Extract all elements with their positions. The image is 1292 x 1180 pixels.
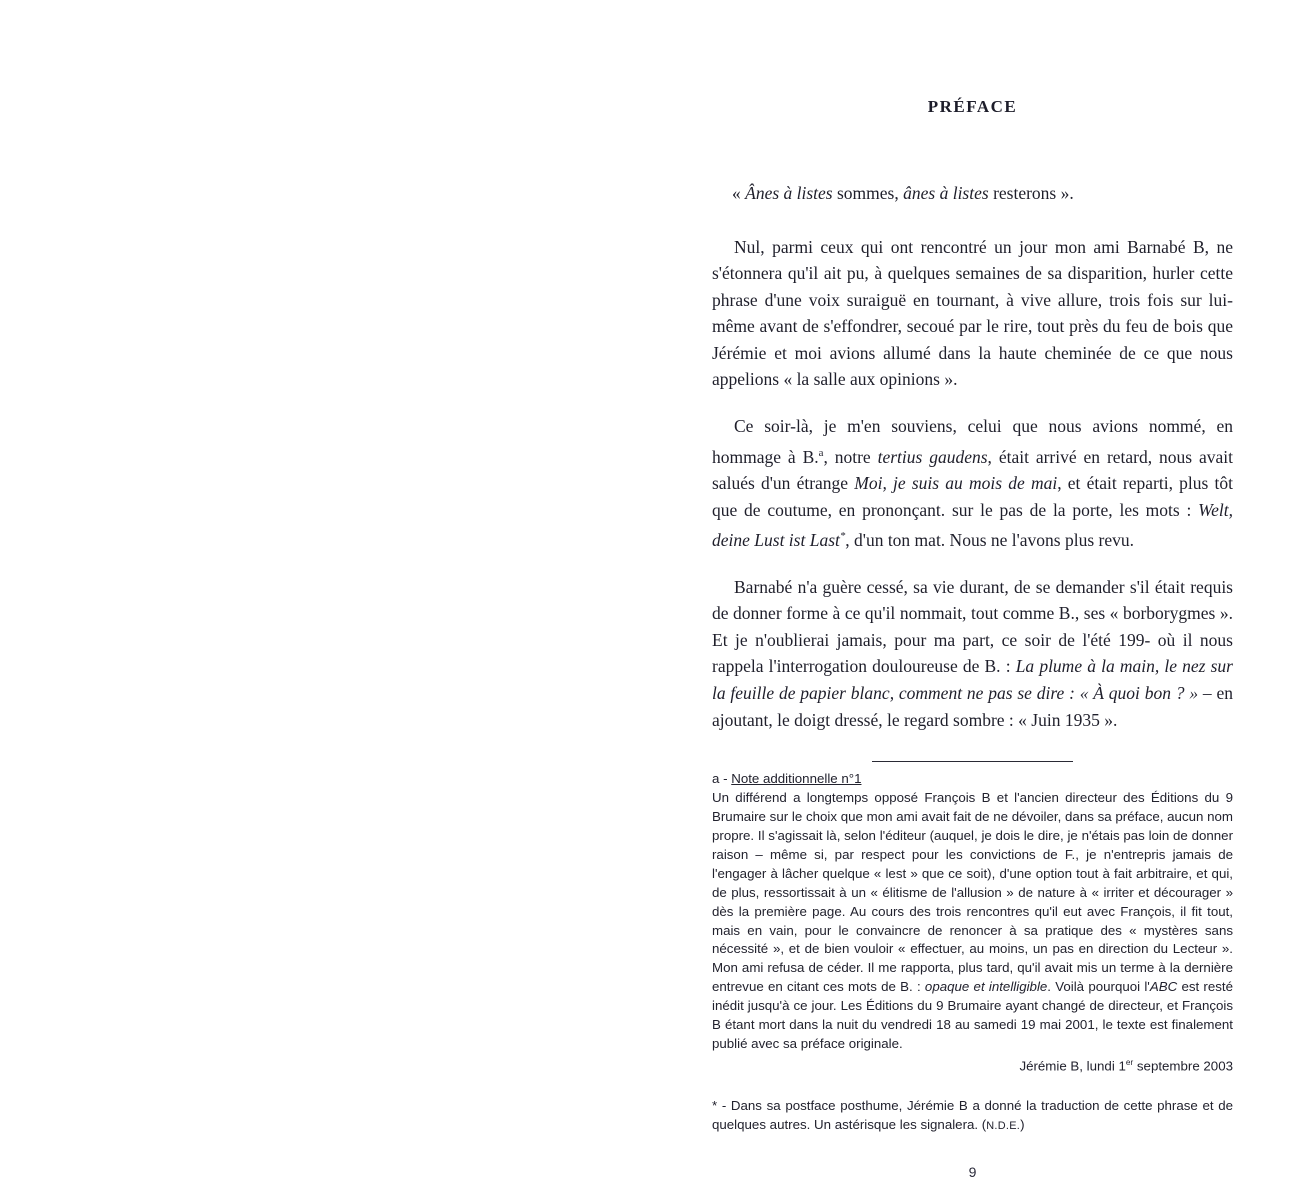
footnote-divider bbox=[872, 761, 1073, 762]
footnote-asterisk: * - Dans sa postface posthume, Jérémie B a donné la traduction de cette phrase et de quelques autres. Un astérisque les signalera. (N.D.E.) bbox=[712, 1098, 1233, 1133]
footnotes-section bbox=[712, 770, 1233, 1136]
paragraph-2: Ce soir-là, je m'en souviens, celui que nous avions nommé, en hommage à B.$^a$, notre tertius gaudens, était arrivé en retard, nous avait salués d'un étrange Moi, je suis au mois de mai, et était reparti, plus tôt que de coutume, en prononçant. sur le pas de la porte, les mots : Welt, deine Lust ist Last*, d'un ton mat. Nous ne l'avons plus revu. bbox=[712, 416, 1233, 551]
book-page bbox=[712, 0, 1233, 1180]
paragraph-1: Nul, parmi ceux qui ont rencontré un jour mon ami Barnabé B, ne s'étonnera qu'il ait pu, à quelques semaines de sa disparition, hurler cette phrase d'une voix suraiguë en tournant, à vive allure, trois fois sur lui-même avant de s'effondrer, secoué par le rire, tout près du feu de bois que Jérémie et moi avions allumé dans la haute cheminée de ce que nous appelions « la salle aux opinions ». bbox=[712, 236, 1233, 390]
footnote-a-body: Un différend a longtemps opposé François B et l'ancien directeur des Éditions du 9 Brumaire sur le choix que mon ami avait fait de ne dévoiler, dans sa préface, aucun nom propre. Il s'agissait là, selon l'éditeur (auquel, je dois le dire, je n'étais pas loin de donner raison – même si, par respect pour les convictions de F., je n'entrepris jamais de l'engager à lâcher quelque « lest » que ce soit), d'une option tout à fait arbitraire, et qui, de plus, ressortissait à un « élitisme de l'allusion » de nature à « irriter et décourager » dès la première page. Au cours des trois rencontres qu'il eut avec François, il fit tout, mais en vain, pour le convaincre de renoncer à sa pratique des « mystères sans nécessité », et de bien vouloir « effectuer, au moins, un pas en direction du Lecteur ». Mon ami refusa de céder. Il me rapporta, plus tard, qu'il avait mis un terme à la dernière entrevue en citant ces mots de B. : opaque et intelligible. Voilà pourquoi l'ABC est resté inédit jusqu'à ce jour. Les Éditions du 9 Brumaire ayant changé de directeur, et François B étant mort dans la nuit du vendredi 18 au samedi 19 mai 2001, le texte est finalement publié avec sa préface originale. bbox=[712, 790, 1233, 1051]
epigraph-quote: « Ânes à listes sommes, ânes à listes resterons ». bbox=[732, 183, 1074, 203]
paragraph-3: Barnabé n'a guère cessé, sa vie durant, de se demander s'il était requis de donner forme à ce qu'il nommait, tout comme B., ses « borborygmes ». Et je n'oublierai jamais, pour ma part, ce soir de l'été 199- où il nous rappela l'interrogation douloureuse de B. : La plume à la main, le nez sur la feuille de papier blanc, comment ne pas se dire : « À quoi bon ? » – en ajoutant, le doigt dressé, le regard sombre : « Juin 1935 ». bbox=[712, 576, 1233, 730]
page-title: PRÉFACE bbox=[927, 97, 1018, 116]
page-number: 9 bbox=[968, 1163, 977, 1180]
footnote-a-signature: Jérémie B, lundi 1er septembre 2003 bbox=[1019, 1057, 1233, 1074]
footnote-a-heading: a - Note additionnelle n°1 bbox=[712, 771, 862, 787]
